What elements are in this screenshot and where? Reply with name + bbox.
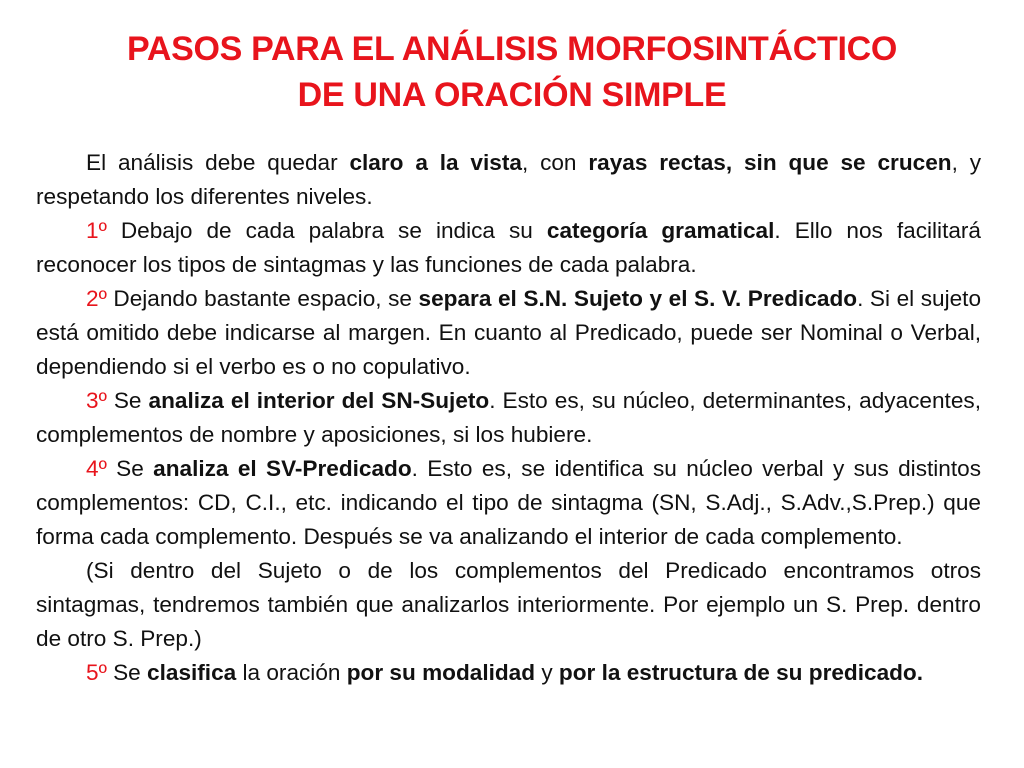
step-1-paragraph xyxy=(36,214,981,282)
intro-bold-1: claro a la vista xyxy=(349,150,522,175)
step-3-text-1: Se xyxy=(106,388,149,413)
intro-text-1: El análisis debe quedar xyxy=(86,150,350,175)
step-2-text-2: . Si el sujeto está omitido debe indicarse al margen. En cuanto al Predicado, puede ser Nominal o Verbal, dependiendo si el verbo es o no copulativo. xyxy=(36,286,982,379)
step-2-bold-1: separa el S.N. Sujeto y el S. V. Predicado xyxy=(418,286,858,311)
step-1-text-1: Debajo de cada palabra se indica su xyxy=(106,218,547,243)
step-4-text-1: Se xyxy=(106,456,154,481)
step-5-bold-1: clasifica xyxy=(147,660,237,685)
step-4-bold-1: analiza el SV-Predicado xyxy=(153,456,412,481)
step-5-text-3: y xyxy=(535,660,559,685)
step-2-number: 2º xyxy=(86,286,107,311)
title-line-2: DE UNA ORACIÓN SIMPLE xyxy=(297,76,727,114)
title-line-1: PASOS PARA EL ANÁLISIS MORFOSINTÁCTICO xyxy=(126,30,897,68)
step-3-paragraph xyxy=(36,384,981,452)
step-1-number: 1º xyxy=(86,218,107,243)
note-paragraph xyxy=(36,554,981,656)
step-4-number: 4º xyxy=(86,456,107,481)
slide-body xyxy=(36,146,981,690)
intro-text-3: , y respetando los diferentes niveles. xyxy=(36,150,981,209)
step-5-bold-2: por su modalidad xyxy=(346,660,536,685)
step-4-paragraph xyxy=(36,452,981,554)
step-3-text-2: . Esto es, su núcleo, determinantes, adyacentes, complementos de nombre y aposiciones, si los hubiere. xyxy=(36,388,981,447)
slide-title xyxy=(40,26,984,118)
step-5-number: 5º xyxy=(86,660,107,685)
intro-bold-2: rayas rectas, sin que se crucen xyxy=(588,150,952,175)
note-text: (Si dentro del Sujeto o de los complementos del Predicado encontramos otros sintagmas, tendremos también que analizarlos interiormente. Por ejemplo un S. Prep. dentro de otro S. Prep.) xyxy=(36,558,981,651)
step-2-text-1: Dejando bastante espacio, se xyxy=(106,286,419,311)
step-3-number: 3º xyxy=(86,388,107,413)
step-4-text-2: . Esto es, se identifica su núcleo verbal y sus distintos complementos: CD, C.I., etc. indicando el tipo de sintagma (SN, S.Adj., S.Adv.,S.Prep.) que forma cada complemento. Después se va analizando el interior de cada complemento. xyxy=(36,456,981,549)
intro-text-2: , con xyxy=(521,150,589,175)
intro-paragraph xyxy=(36,146,981,214)
step-5-paragraph xyxy=(36,656,981,690)
step-3-bold-1: analiza el interior del SN-Sujeto xyxy=(148,388,490,413)
step-5-text-2: la oración xyxy=(236,660,347,685)
step-1-bold-1: categoría gramatical xyxy=(546,218,775,243)
step-5-bold-3: por la estructura de su predicado. xyxy=(558,660,924,685)
step-2-paragraph xyxy=(36,282,981,384)
step-5-text-1: Se xyxy=(106,660,148,685)
step-1-text-2: . Ello nos facilitará reconocer los tipos de sintagmas y las funciones de cada palabra. xyxy=(36,218,981,277)
